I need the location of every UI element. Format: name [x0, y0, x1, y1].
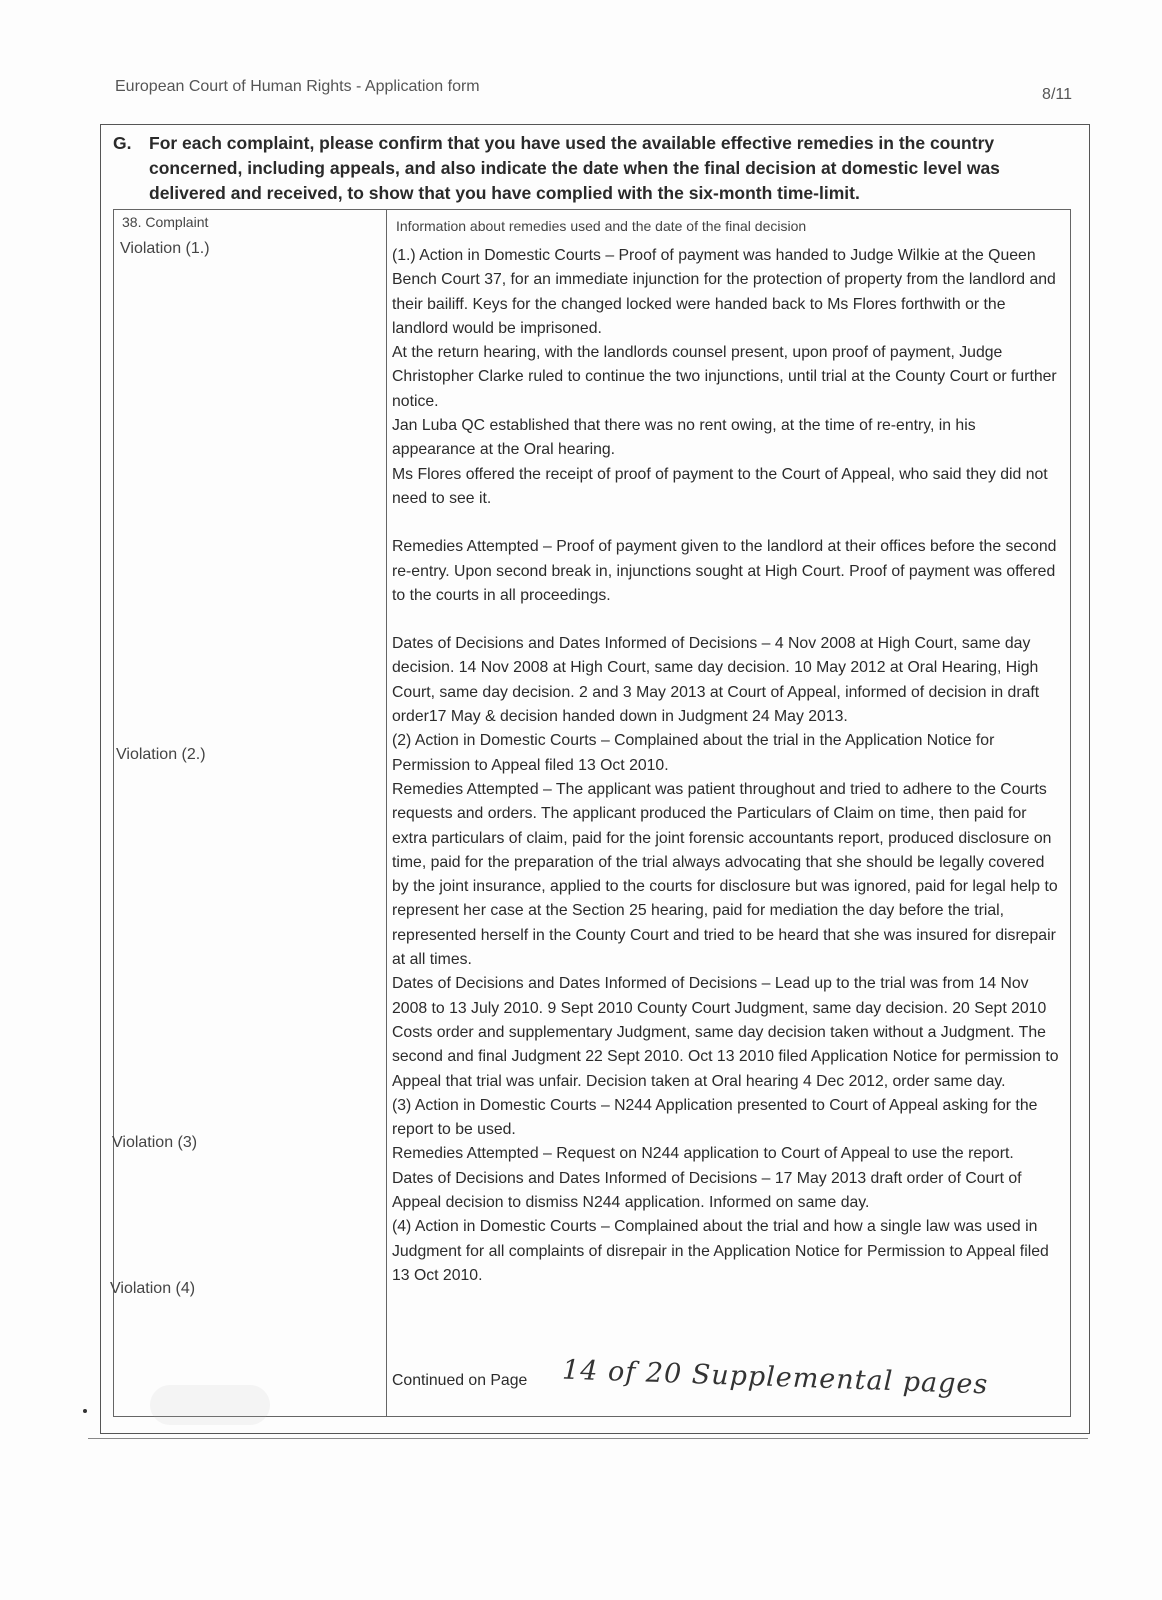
paragraph-gap: [392, 511, 1060, 535]
complaint-column-header: 38. Complaint: [122, 214, 209, 230]
section-g-heading: [113, 131, 1075, 206]
violation-label-2: Violation (2.): [116, 746, 206, 763]
paragraph: (1.) Action in Domestic Courts – Proof of payment was handed to Judge Wilkie at the Queen Bench Court 37, for an immediate injunction for the protection of property from the landlord and their bailiff. Keys for the changed locked were handed back to Ms Flores forthwith or the landlord would be imprisoned.: [392, 247, 1056, 337]
margin-mark: [83, 1409, 87, 1413]
paragraph: (4) Action in Domestic Courts – Complained about the trial and how a single law was used in Judgment for all complaints of disrepair in the Application Notice for Permission to Appeal filed 13 Oct 2010.: [392, 1218, 1049, 1284]
paragraph-gap: [392, 608, 1060, 632]
paragraph: Remedies Attempted – Proof of payment given to the landlord at their offices before the second re-entry. Upon second break in, injunctions sought at High Court. Proof of payment was offered to the courts in all proceedings.: [392, 538, 1057, 604]
faded-stamp: [150, 1385, 270, 1425]
paragraph: Dates of Decisions and Dates Informed of Decisions – 17 May 2013 draft order of Court of Appeal decision to dismiss N244 application. Informed on same day.: [392, 1169, 1022, 1211]
page-rule: [88, 1438, 1088, 1439]
section-instructions: For each complaint, please confirm that you have used the available effective remedies in the country concerned, including appeals, and also indicate the date when the final decision at domestic level was delivered and received, to show that you have complied with the six-month time-limit.: [149, 133, 1000, 203]
continued-label: Continued on Page: [392, 1372, 528, 1389]
remedies-text: [392, 244, 1060, 1288]
violation-label-4: Violation (4): [110, 1280, 196, 1297]
paragraph: Remedies Attempted – The applicant was patient throughout and tried to adhere to the Courts requests and orders. The applicant produced the Particulars of Claim on time, then paid for extra particulars of claim, paid for the joint forensic accountants report, produced disclosure on time, paid for the preparation of the trial always advocating that she should be legally covered by the joint insurance, applied to the courts for disclosure but was ignored, paid for legal help to represent her case at the Section 25 hearing, paid for mediation the day before the trial, represented herself in the County Court and tried to be heard that she was insured for disrepair at all times.: [392, 780, 1058, 969]
paragraph: Remedies Attempted – Request on N244 application to Court of Appeal to use the report.: [392, 1145, 1014, 1163]
column-divider: [386, 210, 387, 1416]
paragraph: (2) Action in Domestic Courts – Complained about the trial in the Application Notice for Permission to Appeal filed 13 Oct 2010.: [392, 732, 995, 774]
section-g: [100, 124, 1090, 1434]
handwritten-note: 14 of 20 Supplemental pages: [561, 1354, 989, 1401]
paragraph: Ms Flores offered the receipt of proof of payment to the Court of Appeal, who said they did not need to see it.: [392, 465, 1048, 507]
paragraph: At the return hearing, with the landlords counsel present, upon proof of payment, Judge Christopher Clarke ruled to continue the two injunctions, until trial at the County Court or further notice.: [392, 344, 1057, 410]
paragraph: (3) Action in Domestic Courts – N244 Application presented to Court of Appeal asking for the report to be used.: [392, 1096, 1038, 1139]
section-letter: G.: [113, 133, 132, 153]
paragraph: Jan Luba QC established that there was no rent owing, at the time of re-entry, in his appearance at the Oral hearing.: [392, 417, 976, 459]
violation-label-3: Violation (3): [112, 1134, 198, 1151]
paragraph: Dates of Decisions and Dates Informed of Decisions – Lead up to the trial was from 14 Nov 2008 to 13 July 2010. 9 Sept 2010 County Court Judgment, same day decision. 20 Sept 2010 Costs order and supplementary Judgment, same day decision taken without a Judgment. The second and final Judgment 22 Sept 2010. Oct 13 2010 filed Application Notice for permission to Appeal that trial was unfair. Decision taken at Oral hearing 4 Dec 2012, order same day.: [392, 975, 1059, 1090]
form-title: European Court of Human Rights - Application form: [115, 78, 480, 95]
page-number: 8/11: [1042, 86, 1072, 103]
violation-label-1: Violation (1.): [120, 240, 210, 257]
continued-row: [392, 1354, 1060, 1412]
remedies-column-header: Information about remedies used and the date of the final decision: [396, 218, 807, 234]
paragraph: Dates of Decisions and Dates Informed of Decisions – 4 Nov 2008 at High Court, same day decision. 14 Nov 2008 at High Court, same day decision. 10 May 2012 at Oral Hearing, High Court, same day decision. 2 and 3 May 2013 at Court of Appeal, informed of decision in draft order17 May & decision handed down in Judgment 24 May 2013.: [392, 635, 1040, 726]
remedies-table: [110, 209, 1071, 1417]
